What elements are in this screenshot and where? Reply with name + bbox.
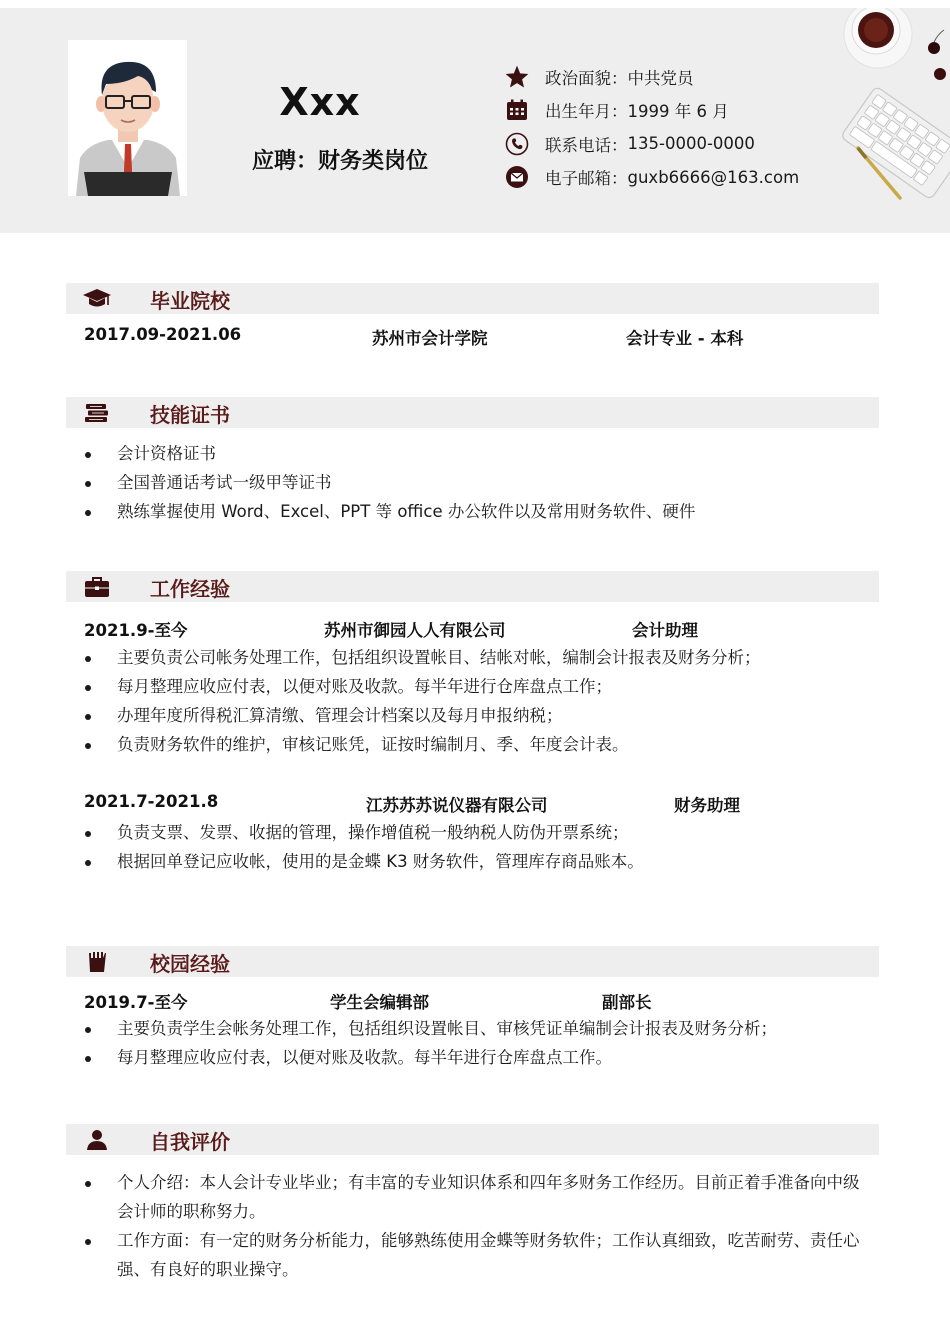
resume-header — [0, 8, 950, 233]
contact-info — [502, 60, 799, 194]
info-row-political — [502, 60, 799, 94]
info-label: 出生年月： — [545, 102, 628, 122]
list-item: 每月整理应收应付表，以便对账及收款。每半年进行仓库盘点工作。 — [84, 1043, 777, 1072]
info-label: 联系电话： — [545, 135, 628, 155]
apply-label: 应聘： — [251, 149, 318, 174]
list-item: 主要负责公司帐务处理工作，包括组织设置帐目、结帐对帐，编制会计报表及财务分析； — [84, 643, 761, 672]
education-major: 会计专业 - 本科 — [626, 329, 744, 348]
info-row-phone — [502, 127, 799, 161]
list-item: 主要负责学生会帐务处理工作，包括组织设置帐目、审核凭证单编制会计报表及财务分析； — [84, 1014, 777, 1043]
person-icon — [82, 1128, 112, 1152]
desk-decoration — [830, 8, 950, 208]
section-campus-header — [66, 946, 879, 977]
books-icon — [82, 401, 112, 425]
candidate-name: Xxx — [279, 80, 361, 124]
list-item: 工作方面：有一定的财务分析能力，能够熟练使用金蝶等财务软件；工作认真细致，吃苦耐劳、责任心强、有良好的职业操守。 — [84, 1226, 874, 1284]
info-value: 中共党员 — [627, 68, 694, 88]
section-skills-header — [66, 397, 879, 428]
info-label: 政治面貌： — [545, 68, 628, 88]
campus-role: 副部长 — [602, 993, 652, 1012]
job-period: 2021.9-至今 — [84, 621, 188, 640]
phone-icon — [502, 130, 532, 158]
list-item: 根据回单登记应收帐，使用的是金蝶 K3 财务软件，管理库存商品账本。 — [84, 847, 644, 876]
info-row-birth — [502, 94, 799, 128]
job-period: 2021.7-2021.8 — [84, 792, 219, 811]
info-value: guxb6666@163.com — [627, 167, 800, 187]
email-icon — [502, 163, 532, 191]
section-work-header — [66, 571, 879, 602]
campus-org: 学生会编辑部 — [330, 993, 429, 1012]
info-label: 电子邮箱： — [545, 169, 628, 189]
education-period: 2017.09-2021.06 — [84, 325, 242, 344]
list-item: 熟练掌握使用 Word、Excel、PPT 等 office 办公软件以及常用财务软件、硬件 — [84, 497, 695, 526]
section-title: 校园经验 — [150, 952, 230, 976]
star-icon — [502, 63, 532, 91]
skills-list — [84, 439, 695, 526]
section-title: 自我评价 — [150, 1130, 230, 1154]
briefcase-icon — [82, 575, 112, 599]
campus-period: 2019.7-至今 — [84, 993, 188, 1012]
section-title: 毕业院校 — [150, 289, 230, 313]
list-item: 会计资格证书 — [84, 439, 695, 468]
list-item: 全国普通话考试一级甲等证书 — [84, 468, 695, 497]
list-item: 每月整理应收应付表，以便对账及收款。每半年进行仓库盘点工作； — [84, 672, 761, 701]
section-education-header — [66, 283, 879, 314]
list-item: 负责支票、发票、收据的管理，操作增值税一般纳税人防伪开票系统； — [84, 818, 644, 847]
job-company: 江苏苏苏说仪器有限公司 — [366, 796, 548, 815]
info-value: 1999 年 6 月 — [627, 102, 729, 122]
apply-position-value: 财务类岗位 — [318, 149, 429, 174]
list-item: 办理年度所得税汇算清缴、管理会计档案以及每月申报纳税； — [84, 701, 761, 730]
self-evaluation-list — [84, 1168, 874, 1284]
job-company: 苏州市御园人人有限公司 — [324, 621, 506, 640]
job-role: 财务助理 — [674, 796, 740, 815]
job-role: 会计助理 — [632, 621, 698, 640]
trophy-icon — [82, 950, 112, 974]
info-value: 135-0000-0000 — [627, 134, 755, 154]
applied-position — [222, 144, 458, 175]
avatar — [68, 40, 187, 196]
job-duties-list — [84, 818, 644, 876]
job-duties-list — [84, 643, 761, 759]
calendar-icon — [502, 96, 532, 124]
campus-duties-list — [84, 1014, 777, 1072]
education-school: 苏州市会计学院 — [372, 329, 488, 348]
section-title: 工作经验 — [150, 577, 230, 601]
info-row-email — [502, 161, 799, 195]
list-item: 个人介绍：本人会计专业毕业；有丰富的专业知识体系和四年多财务工作经历。目前正着手准备向中级会计师的职称努力。 — [84, 1168, 874, 1226]
section-self-header — [66, 1124, 879, 1155]
section-title: 技能证书 — [150, 403, 230, 427]
list-item: 负责财务软件的维护，审核记账凭，证按时编制月、季、年度会计表。 — [84, 730, 761, 759]
graduation-cap-icon — [82, 287, 112, 311]
